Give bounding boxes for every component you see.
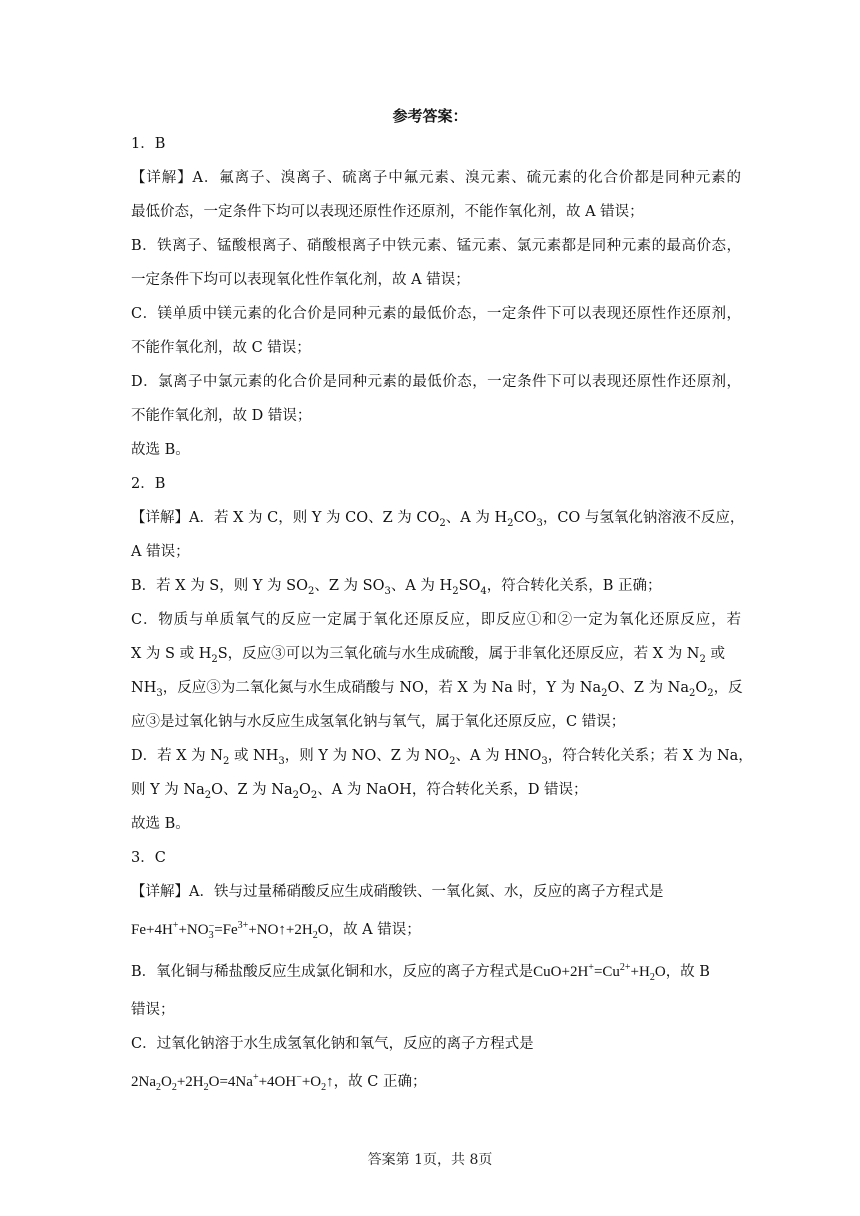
q1-line-2: 最低价态，一定条件下均可以表现还原性作还原剂，不能作氧化剂，故 A 错误； bbox=[131, 204, 644, 220]
eq-text: =Fe bbox=[214, 922, 238, 938]
eq-text: ↑ bbox=[326, 1074, 334, 1090]
subscript: 3 bbox=[156, 687, 163, 699]
subscript: 3 bbox=[536, 517, 543, 529]
q3-line-1: 【详解】A．铁与过量稀硝酸反应生成硝酸铁、一氧化氮、水，反应的离子方程式是 bbox=[131, 884, 664, 900]
q1-line-8: 不能作氧化剂，故 D 错误； bbox=[131, 408, 312, 424]
q2-text: O、Z 为 Na bbox=[211, 782, 293, 798]
superscript: 2+ bbox=[619, 962, 631, 973]
q2-text: 或 NH bbox=[229, 748, 279, 764]
q3-text: ，故 A 错误； bbox=[328, 922, 421, 938]
q3-equation-a bbox=[131, 920, 741, 940]
subscript: 2 bbox=[310, 789, 318, 801]
q2-text: 【详解】A．若 X 为 C，则 Y 为 CO、Z 为 CO bbox=[131, 510, 440, 526]
q1-line-9: 故选 B。 bbox=[131, 442, 190, 458]
q2-line-6 bbox=[131, 678, 741, 698]
q1-line-3: B．铁离子、锰酸根离子、硝酸根离子中铁元素、锰元素、氯元素都是同种元素的最高价态， bbox=[131, 238, 741, 254]
q2-text: X 为 S 或 H bbox=[131, 646, 212, 662]
ionic-equation-c bbox=[131, 1072, 334, 1093]
q3-line-4: 错误； bbox=[131, 1002, 175, 1018]
superscript: + bbox=[252, 1072, 259, 1083]
q2-text: 、A 为 HNO bbox=[455, 748, 542, 764]
eq-text: O bbox=[161, 1074, 172, 1090]
subscript: 2 bbox=[171, 1082, 177, 1093]
subscript: 2 bbox=[307, 585, 315, 597]
q2-line-5 bbox=[131, 644, 741, 664]
subscript: 3 bbox=[384, 585, 391, 597]
q3-line-5: C．过氧化钠溶于水生成氢氧化钠和氧气，反应的离子方程式是 bbox=[131, 1036, 534, 1052]
subscript: 2 bbox=[292, 789, 299, 801]
subscript: 2 bbox=[507, 517, 514, 529]
q2-text: 、A 为 NaOH，符合转化关系，D 错误； bbox=[317, 782, 588, 798]
q2-text: CO bbox=[513, 510, 537, 526]
eq-text: 2Na bbox=[131, 1074, 156, 1090]
q2-text: 、A 为 H bbox=[390, 578, 453, 594]
q1-line-5: C．镁单质中镁元素的化合价是同种元素的最低价态，一定条件下可以表现还原性作还原剂， bbox=[131, 306, 741, 322]
page-title: 参考答案： bbox=[392, 107, 468, 125]
q2-text: NH bbox=[131, 680, 157, 696]
q2-line-4: C．物质与单质氧气的反应一定属于氧化还原反应，即反应①和②一定为氧化还原反应，若 bbox=[131, 612, 741, 628]
superscript: + bbox=[172, 920, 179, 931]
q2-answer: 2．B bbox=[131, 476, 166, 492]
subscript: 2 bbox=[649, 972, 655, 983]
q1-answer: 1．B bbox=[131, 136, 166, 152]
subscript: 2 bbox=[452, 585, 459, 597]
eq-text: O bbox=[654, 964, 666, 980]
q2-text: 、A 为 H bbox=[445, 510, 508, 526]
q1-line-1: 【详解】A．氟离子、溴离子、硫离子中氟元素、溴元素、硫元素的化合价都是同种元素的 bbox=[131, 170, 741, 186]
q2-text: O bbox=[299, 782, 311, 798]
q2-text: D．若 X 为 N bbox=[131, 748, 223, 764]
q2-text: ，符合转化关系，B 正确； bbox=[486, 578, 662, 594]
q2-text: ，符合转化关系；若 X 为 Na， bbox=[547, 748, 753, 764]
subscript: 4 bbox=[480, 585, 487, 597]
q3-text: ，故 B bbox=[665, 964, 710, 980]
eq-text: CuO+2H bbox=[533, 964, 589, 980]
q2-line-10: 故选 B。 bbox=[131, 816, 190, 832]
subscript: 2 bbox=[312, 930, 318, 941]
eq-text: =Cu bbox=[593, 964, 620, 980]
superscript: − bbox=[208, 920, 215, 932]
eq-text: O bbox=[317, 922, 329, 938]
subscript: 3 bbox=[541, 755, 548, 767]
page-footer: 答案第 1页，共 8页 bbox=[367, 1152, 493, 1168]
q2-text: B．若 X 为 S，则 Y 为 SO bbox=[131, 578, 308, 594]
q2-text: ，反应③为二氧化氮与水生成硝酸与 NO，若 X 为 Na 时，Y 为 Na bbox=[162, 680, 602, 696]
q2-text: SO bbox=[458, 578, 481, 594]
q2-text: ，则 Y 为 NO、Z 为 NO bbox=[284, 748, 450, 764]
subscript: 2 bbox=[601, 687, 608, 699]
subscript: 2 bbox=[321, 1082, 327, 1093]
subscript: 2 bbox=[203, 1082, 209, 1093]
q2-text: O、Z 为 Na bbox=[607, 680, 690, 696]
q2-line-9 bbox=[131, 780, 741, 800]
q2-line-2: A 错误； bbox=[131, 544, 190, 560]
q1-line-7: D．氯离子中氯元素的化合价是同种元素的最低价态，一定条件下可以表现还原性作还原剂， bbox=[131, 374, 741, 390]
subscript: 2 bbox=[689, 687, 696, 699]
subscript: 2 bbox=[439, 517, 446, 529]
subscript: 2 bbox=[449, 755, 456, 767]
q2-text: ，CO 与氢氧化钠溶液不反应， bbox=[542, 510, 745, 526]
q2-line-3 bbox=[131, 576, 741, 596]
superscript: 3+ bbox=[237, 920, 249, 931]
subscript: 2 bbox=[699, 653, 706, 665]
subscript: 3 bbox=[208, 929, 214, 941]
q3-text: B．氧化铜与稀盐酸反应生成氯化铜和水，反应的离子方程式是 bbox=[131, 964, 534, 980]
q2-text: 则 Y 为 Na bbox=[131, 782, 205, 798]
eq-text: +H bbox=[630, 964, 650, 980]
superscript: − bbox=[296, 1072, 302, 1083]
subscript: 2 bbox=[204, 789, 212, 801]
q2-text: O bbox=[695, 680, 708, 696]
eq-text: +O bbox=[301, 1074, 322, 1090]
q1-line-6: 不能作氧化剂，故 C 错误； bbox=[131, 340, 311, 356]
eq-text: +NO↑+2H bbox=[248, 922, 313, 938]
q2-text: 、Z 为 SO bbox=[314, 578, 385, 594]
q3-text: ，故 C 正确； bbox=[333, 1074, 427, 1090]
q2-line-8 bbox=[131, 746, 753, 767]
q2-text: ，反 bbox=[713, 680, 743, 696]
q3-answer: 3．C bbox=[131, 850, 166, 866]
eq-text: Fe+4H bbox=[131, 922, 173, 938]
subscript: 2 bbox=[707, 687, 714, 699]
eq-text: +2H bbox=[176, 1074, 204, 1090]
ionic-equation-a bbox=[131, 920, 329, 941]
eq-text: O=4Na bbox=[208, 1074, 253, 1090]
q2-line-7: 应③是过氧化钠与水反应生成氢氧化钠与氧气，属于氧化还原反应，C 错误； bbox=[131, 714, 626, 730]
subscript: 2 bbox=[156, 1082, 161, 1093]
ionic-equation-b bbox=[533, 962, 666, 983]
q1-line-4: 一定条件下均可以表现氧化性作氧化剂，故 A 错误； bbox=[131, 272, 470, 288]
q2-line-1 bbox=[131, 508, 745, 529]
q3-line-3 bbox=[131, 962, 741, 982]
q3-equation-c bbox=[131, 1072, 741, 1092]
subscript: 3 bbox=[278, 755, 285, 767]
superscript: + bbox=[588, 962, 594, 973]
eq-text: +4OH bbox=[258, 1074, 297, 1090]
subscript: 2 bbox=[211, 653, 218, 665]
q2-text: S，反应③可以为三氧化硫与水生成硫酸，属于非氧化还原反应，若 X 为 N bbox=[217, 646, 700, 662]
q2-text: 或 bbox=[705, 646, 725, 662]
eq-text: +NO bbox=[178, 922, 209, 938]
subscript: 2 bbox=[222, 755, 230, 767]
